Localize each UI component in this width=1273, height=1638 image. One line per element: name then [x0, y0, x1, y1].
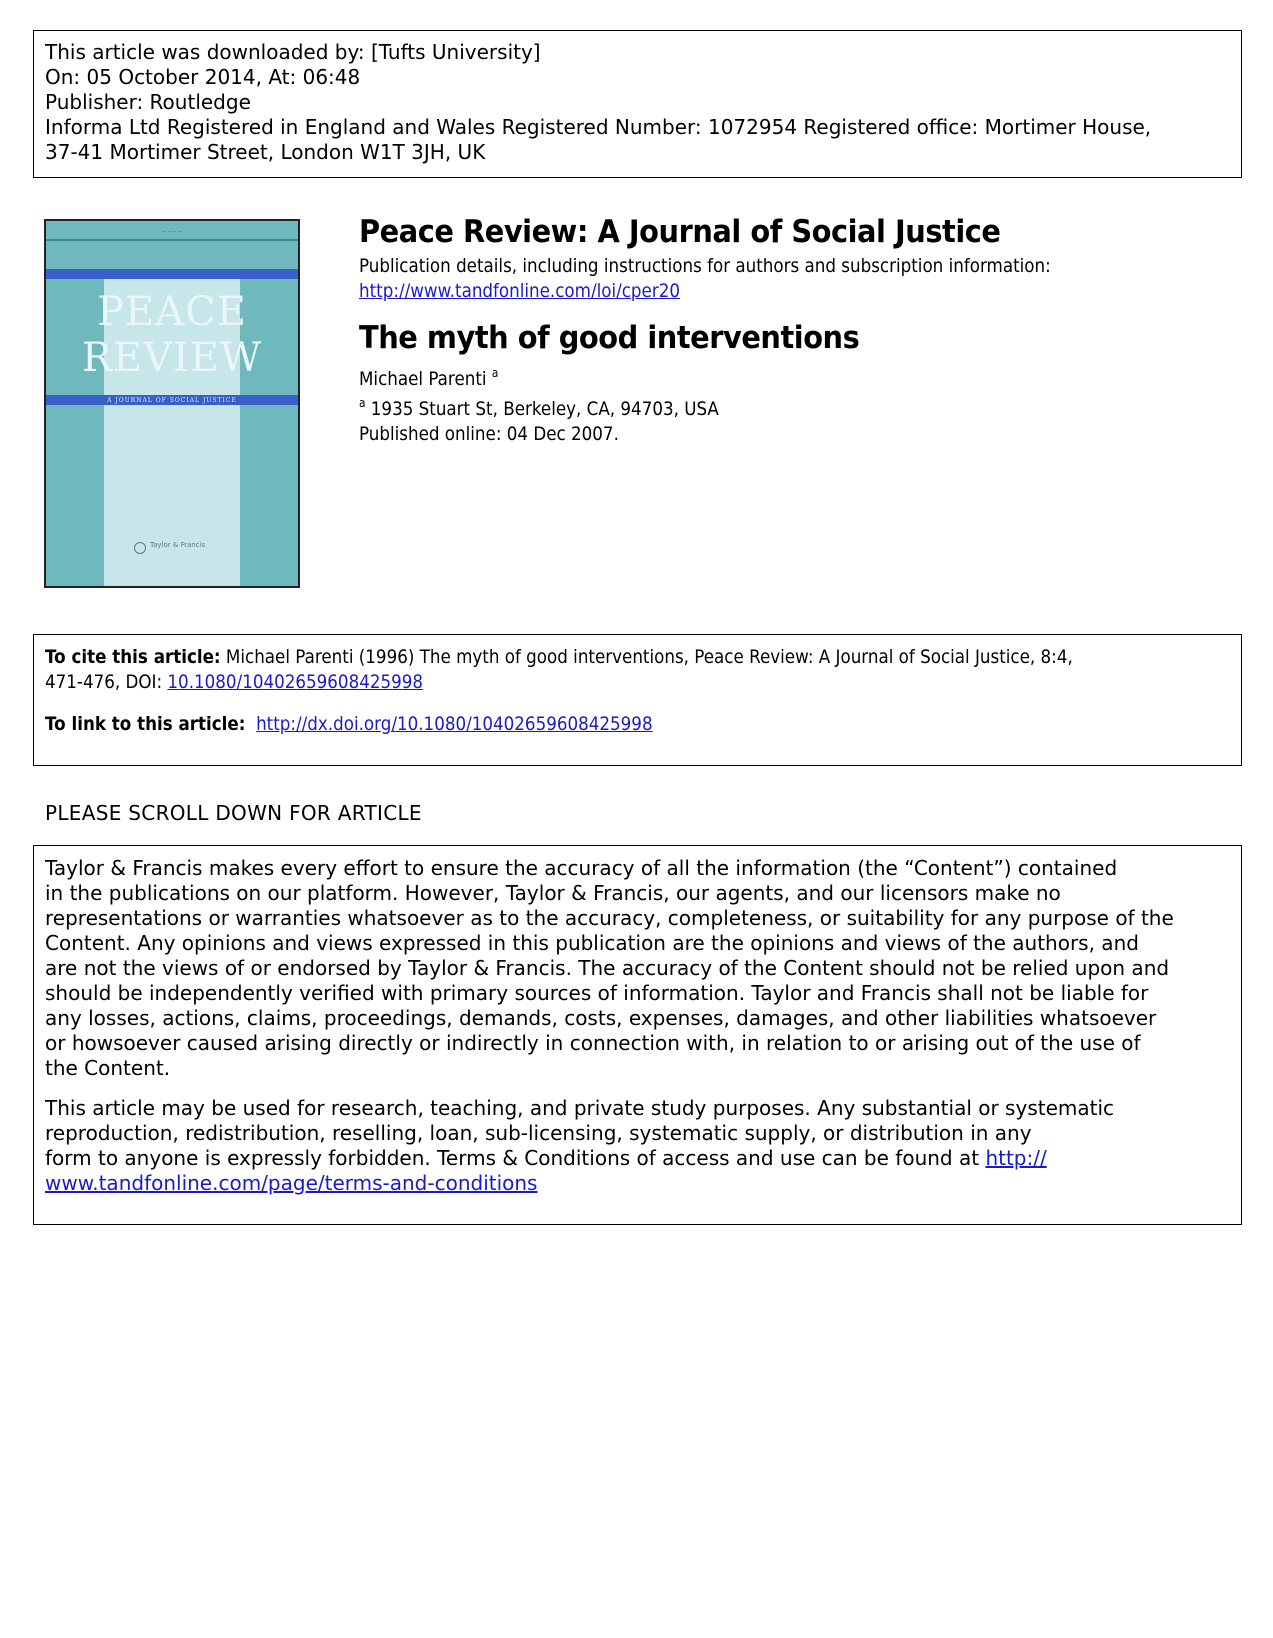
cite-line [45, 646, 1073, 668]
article-title: The myth of good interventions [359, 320, 860, 356]
download-info-line: On: 05 October 2014, At: 06:48 [45, 65, 361, 89]
download-info-line: Publisher: Routledge [45, 90, 251, 114]
terms-paragraph [45, 1096, 1230, 1196]
disclaimer-line: Taylor & Francis makes every effort to ensure the accuracy of all the information (the “Content”) contained [45, 856, 1118, 880]
download-info-line: This article was downloaded by: [Tufts University] [45, 40, 541, 64]
disclaimer-line: representations or warranties whatsoever as to the accuracy, completeness, or suitability for any purpose of the [45, 906, 1174, 930]
disclaimer-line: the Content. [45, 1056, 171, 1080]
cite-text: Michael Parenti (1996) The myth of good interventions, Peace Review: A Journal of Social Justice, 8:4, [225, 646, 1073, 668]
link-line [45, 713, 653, 735]
doi-link[interactable]: 10.1080/10402659608425998 [167, 671, 424, 693]
author [359, 366, 498, 390]
journal-cover-image [44, 219, 300, 588]
cover-top-text: — — — — [162, 229, 182, 234]
cite-line [45, 671, 423, 693]
terms-line-text: form to anyone is expressly forbidden. Terms & Conditions of access and use can be found at [45, 1146, 986, 1170]
publisher-logo-icon [134, 542, 146, 554]
disclaimer-line: any losses, actions, claims, proceedings, demands, costs, expenses, damages, and other liabilities whatsoever [45, 1006, 1157, 1030]
publication-details: Publication details, including instructions for authors and subscription information: [359, 255, 1051, 277]
cite-label: To cite this article: [45, 646, 221, 668]
disclaimer-line: in the publications on our platform. However, Taylor & Francis, our agents, and our licensors make no [45, 881, 1061, 905]
disclaimer-line: are not the views of or endorsed by Taylor & Francis. The accuracy of the Content should not be relied upon and [45, 956, 1170, 980]
disclaimer-line: or howsoever caused arising directly or indirectly in connection with, in relation to or arising out of the use of [45, 1031, 1141, 1055]
publisher-logo-text: Taylor & Francis [150, 541, 206, 549]
affiliation-superscript: a [359, 396, 366, 410]
cover-blue-band [46, 269, 298, 279]
affiliation [359, 396, 719, 420]
download-info-line: 37-41 Mortimer Street, London W1T 3JH, UK [45, 140, 486, 164]
terms-line: reproduction, redistribution, reselling, loan, sub-licensing, systematic supply, or distribution in any [45, 1121, 1032, 1145]
disclaimer-line: should be independently verified with primary sources of information. Taylor and Francis shall not be liable for [45, 981, 1149, 1005]
link-label: To link to this article: [45, 713, 246, 735]
cite-text-prefix: 471-476, DOI: [45, 671, 168, 693]
author-superscript: a [491, 366, 499, 380]
download-info-box [33, 30, 1242, 178]
citation-box [33, 634, 1242, 766]
terms-link-part2[interactable]: www.tandfonline.com/page/terms-and-conditions [45, 1171, 538, 1195]
terms-line [45, 1171, 1230, 1196]
affiliation-text: 1935 Stuart St, Berkeley, CA, 94703, USA [370, 398, 719, 420]
disclaimer-paragraph [45, 856, 1230, 1081]
disclaimer-box [33, 845, 1242, 1225]
publisher-logo [134, 539, 218, 557]
terms-line [45, 1146, 1230, 1171]
journal-link[interactable]: http://www.tandfonline.com/loi/cper20 [359, 280, 680, 302]
terms-line: This article may be used for research, teaching, and private study purposes. Any substantial or systematic [45, 1096, 1115, 1120]
terms-link-part1[interactable]: http:// [985, 1146, 1047, 1170]
published-date: Published online: 04 Dec 2007. [359, 423, 619, 445]
download-info-line: Informa Ltd Registered in England and Wales Registered Number: 1072954 Registered office: Mortimer House, [45, 115, 1152, 139]
cover-title-line2: REVIEW [81, 335, 263, 381]
cover-title-line1: PEACE [97, 289, 247, 335]
author-name: Michael Parenti [359, 368, 487, 390]
cover-top-band [46, 239, 298, 241]
article-link[interactable]: http://dx.doi.org/10.1080/10402659608425998 [256, 713, 653, 735]
journal-title: Peace Review: A Journal of Social Justice [359, 214, 1001, 250]
disclaimer-line: Content. Any opinions and views expressed in this publication are the opinions and views of the authors, and [45, 931, 1139, 955]
scroll-notice: PLEASE SCROLL DOWN FOR ARTICLE [45, 801, 422, 825]
cover-subtitle: A JOURNAL OF SOCIAL JUSTICE [107, 397, 237, 404]
